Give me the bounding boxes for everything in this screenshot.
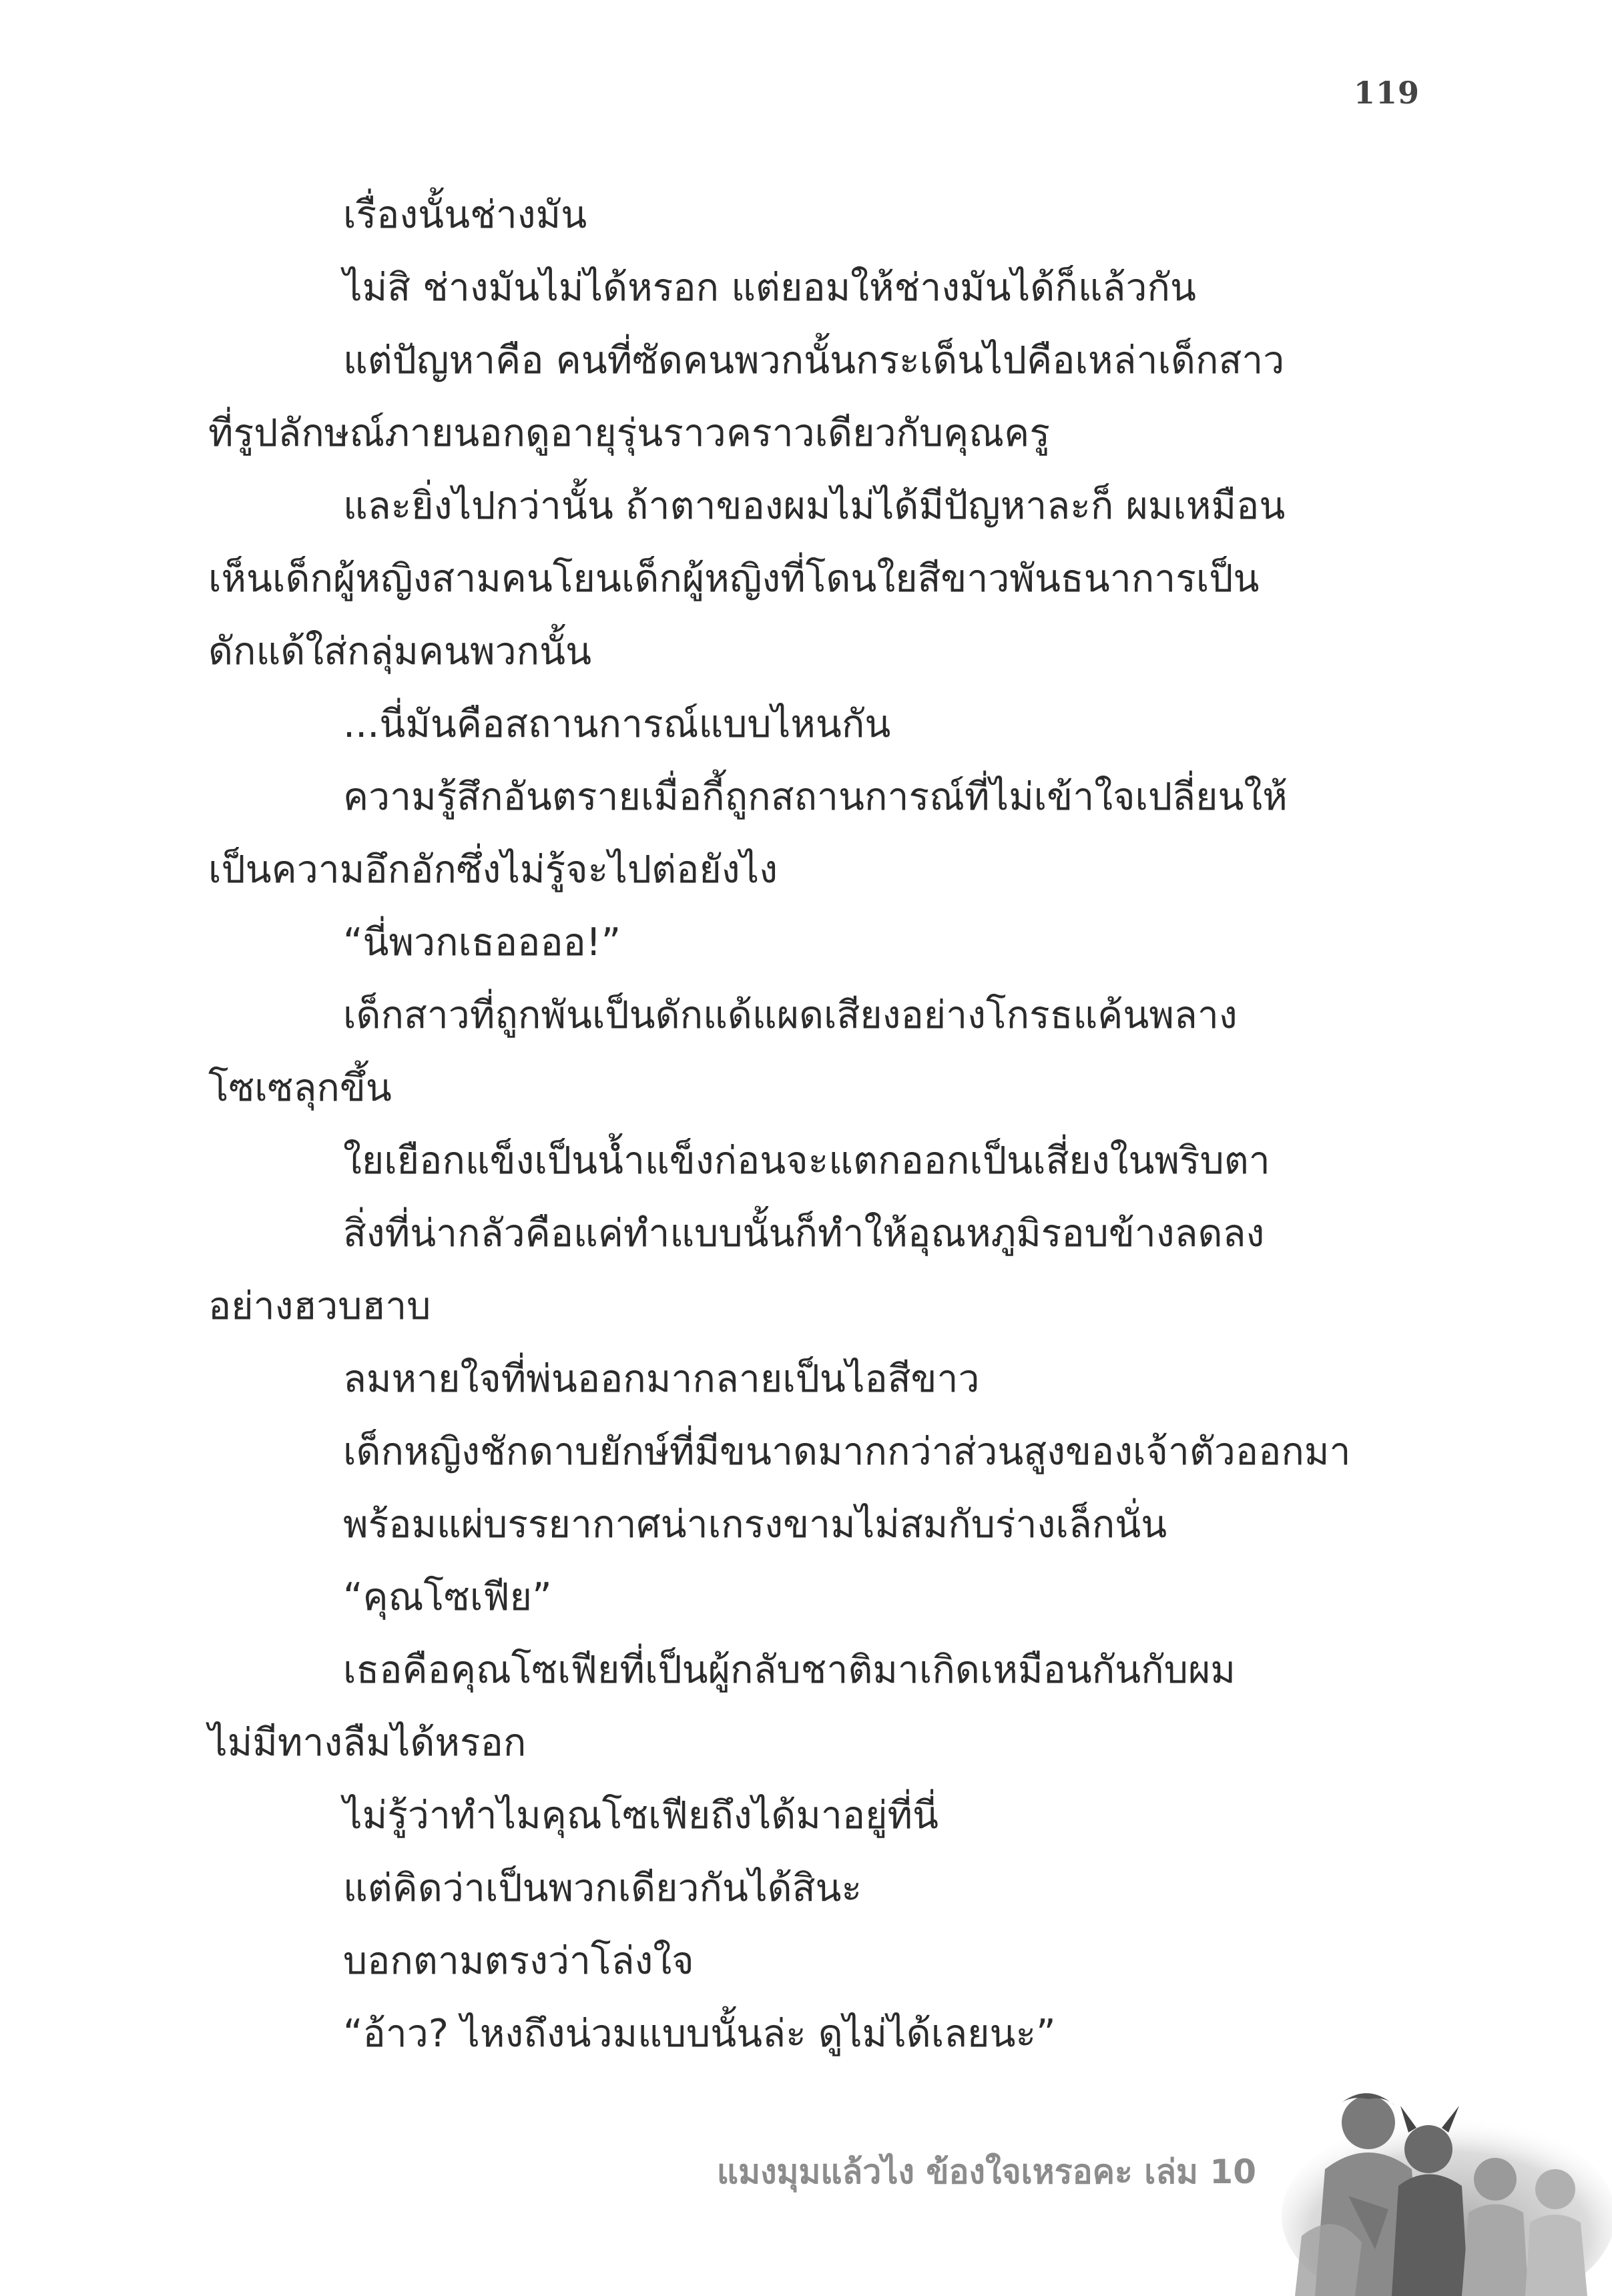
- text-line: ที่รูปลักษณ์ภายนอกดูอายุรุ่นราวคราวเดียวกับคุณครู: [208, 411, 1050, 455]
- body-text: [208, 179, 1410, 2070]
- text-line: ...นี่มันคือสถานการณ์แบบไหนกัน: [343, 702, 891, 746]
- text-line: ลมหายใจที่พ่นออกมากลายเป็นไอสีขาว: [343, 1357, 980, 1401]
- text-line: สิ่งที่น่ากลัวคือแค่ทำแบบนั้นก็ทำให้อุณหภูมิรอบข้างลดลง: [343, 1211, 1265, 1255]
- text-line: พร้อมแผ่บรรยากาศน่าเกรงขามไม่สมกับร่างเล็กนั่น: [343, 1502, 1167, 1546]
- page-number: 119: [1353, 75, 1420, 111]
- text-line: โซเซลุกขึ้น: [208, 1066, 392, 1110]
- text-line: “อ้าว? ไหงถึงน่วมแบบนั้นล่ะ ดูไม่ได้เลยนะ”: [343, 2012, 1056, 2056]
- text-line: บอกตามตรงว่าโล่งใจ: [343, 1939, 694, 1983]
- text-line: แต่คิดว่าเป็นพวกเดียวกันได้สินะ: [343, 1866, 862, 1910]
- footer-book-title: แมงมุมแล้วไง ข้องใจเหรอคะ เล่ม 10: [716, 2152, 1256, 2191]
- text-line: เด็กสาวที่ถูกพันเป็นดักแด้แผดเสียงอย่างโกรธแค้นพลาง: [343, 993, 1238, 1037]
- text-line: ไม่รู้ว่าทำไมคุณโซเฟียถึงได้มาอยู่ที่นี่: [343, 1793, 939, 1837]
- text-line: และยิ่งไปกว่านั้น ถ้าตาของผมไม่ได้มีปัญหาละก็ ผมเหมือน: [343, 484, 1286, 528]
- text-line: เป็นความอึกอักซึ่งไม่รู้จะไปต่อยังไง: [208, 848, 778, 892]
- text-line: เธอคือคุณโซเฟียที่เป็นผู้กลับชาติมาเกิดเหมือนกันกับผม: [343, 1648, 1236, 1692]
- text-line: ดักแด้ใส่กลุ่มคนพวกนั้น: [208, 629, 592, 673]
- text-line: “นี่พวกเธออออ!”: [343, 920, 621, 964]
- text-line: “คุณโซเฟีย”: [343, 1575, 552, 1619]
- text-line: แต่ปัญหาคือ คนที่ซัดคนพวกนั้นกระเด็นไปคือเหล่าเด็กสาว: [343, 338, 1285, 382]
- text-line: เด็กหญิงชักดาบยักษ์ที่มีขนาดมากกว่าส่วนสูงของเจ้าตัวออกมา: [343, 1430, 1351, 1474]
- footer-character-illustration: [1262, 2076, 1612, 2296]
- text-line: ความรู้สึกอันตรายเมื่อกี้ถูกสถานการณ์ที่ไม่เข้าใจเปลี่ยนให้: [343, 775, 1288, 819]
- text-line: เรื่องนั้นช่างมัน: [343, 193, 587, 237]
- text-line: เห็นเด็กผู้หญิงสามคนโยนเด็กผู้หญิงที่โดนใยสีขาวพันธนาการเป็น: [208, 557, 1260, 601]
- text-line: ไม่มีทางลืมได้หรอก: [208, 1721, 527, 1765]
- text-line: อย่างฮวบฮาบ: [208, 1284, 431, 1328]
- text-line: ไม่สิ ช่างมันไม่ได้หรอก แต่ยอมให้ช่างมันได้ก็แล้วกัน: [343, 266, 1196, 310]
- text-line: ใยเยือกแข็งเป็นน้ำแข็งก่อนจะแตกออกเป็นเสี่ยงในพริบตา: [343, 1139, 1270, 1183]
